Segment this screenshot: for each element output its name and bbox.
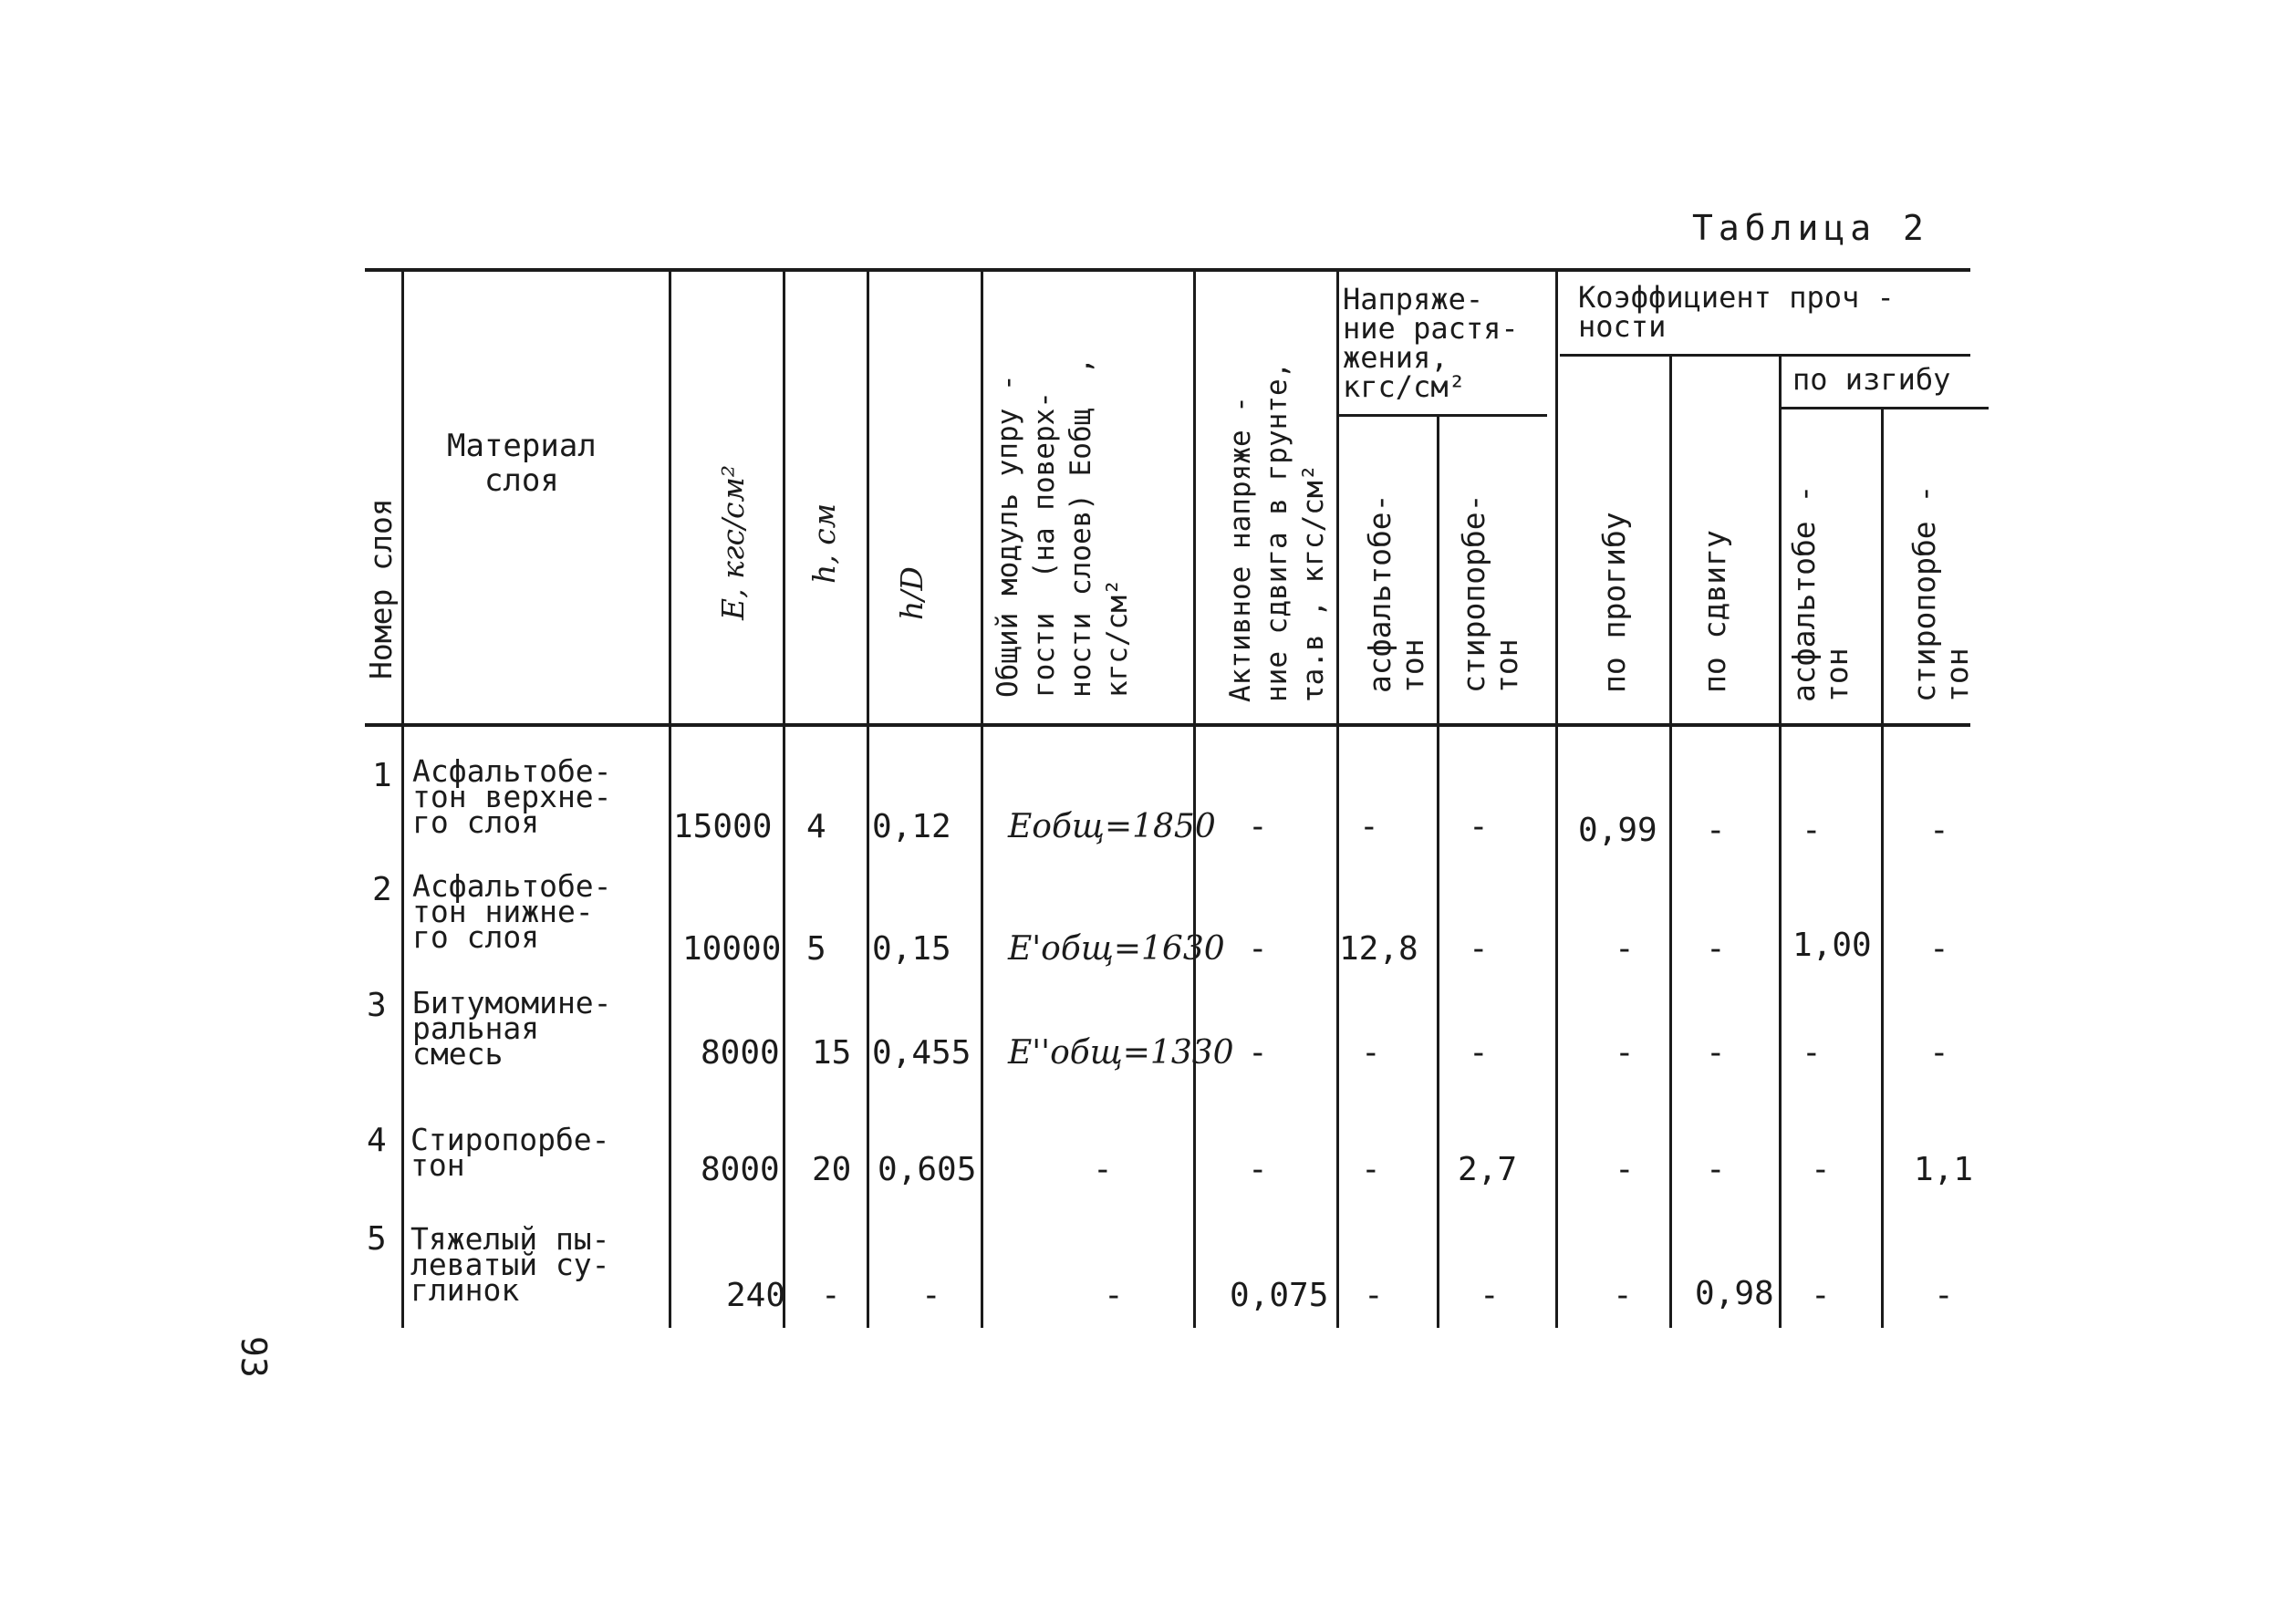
header-layer-number: Номер слоя: [363, 498, 399, 679]
row3-no: 3: [367, 987, 387, 1024]
page-number: 93: [234, 1336, 274, 1378]
header-bending-styro: стиропорбе - тон: [1906, 484, 1975, 702]
row5-deflection: -: [1613, 1277, 1633, 1314]
header-elastic-modulus: E, кгс/см²: [715, 464, 751, 620]
header-total-modulus: Общий модуль упру - гости (на поверх- ности слоев) Eобщ , кгс/см²: [992, 357, 1134, 698]
row4-material: Стиропорбе- тон: [410, 1122, 610, 1183]
col-rule-2: [669, 272, 671, 1328]
header-strength-coefficient: Коэффициент проч - ности: [1578, 280, 1895, 344]
row2-thickness: 5: [806, 930, 826, 968]
header-tensile-styro: стиропорбе- тон: [1456, 493, 1524, 693]
row2-deflection: -: [1615, 930, 1635, 968]
row3-ratio: 0,455: [872, 1034, 971, 1072]
col-rule-12: [1881, 409, 1884, 1328]
header-tensile-stress: Напряже- ние растя- жения, кгс/см²: [1343, 282, 1519, 404]
row1-tension-asphalt: -: [1359, 808, 1379, 845]
row5-thickness: -: [821, 1277, 841, 1314]
row4-modulus: -: [1093, 1151, 1113, 1188]
row2-ratio: 0,15: [872, 930, 951, 968]
row2-no: 2: [372, 871, 392, 908]
row1-thickness: 4: [806, 808, 826, 845]
row2-material: Асфальтобе- тон нижне- го слоя: [412, 868, 612, 955]
row5-tension-styro: -: [1480, 1277, 1500, 1314]
row2-bend-asphalt: 1,00: [1792, 927, 1872, 964]
col-rule-4: [867, 272, 869, 1328]
row3-bend-asphalt: -: [1802, 1034, 1822, 1072]
row5-elastic: 240: [726, 1277, 786, 1314]
row3-thickness: 15: [812, 1034, 852, 1072]
row5-no: 5: [367, 1220, 387, 1258]
col-rule-10: [1669, 356, 1672, 1328]
row3-shear-coef: -: [1706, 1034, 1726, 1072]
row1-modulus: Eобщ=1850: [1008, 808, 1216, 845]
row5-shear: 0,075: [1230, 1277, 1329, 1314]
row3-elastic: 8000: [701, 1034, 780, 1072]
strength-subrule: [1560, 354, 1970, 357]
row5-modulus: -: [1104, 1277, 1124, 1314]
row4-deflection: -: [1615, 1151, 1635, 1188]
row4-ratio: 0,605: [878, 1151, 977, 1188]
row2-elastic: 10000: [682, 930, 782, 968]
col-rule-11: [1779, 356, 1782, 1328]
row4-bend-asphalt: -: [1811, 1151, 1831, 1188]
row4-thickness: 20: [812, 1151, 852, 1188]
table-top-rule: [365, 268, 1970, 272]
row1-ratio: 0,12: [872, 808, 951, 845]
row4-shear: -: [1248, 1151, 1268, 1188]
row2-bend-styro: -: [1929, 930, 1949, 968]
row1-bend-asphalt: -: [1802, 812, 1822, 849]
tension-subrule: [1339, 414, 1547, 417]
col-rule-6: [1193, 272, 1196, 1328]
row1-material: Асфальтобе- тон верхне- го слоя: [412, 753, 612, 840]
row1-elastic: 15000: [673, 808, 773, 845]
row3-material: Битумомине- ральная смесь: [412, 985, 612, 1072]
col-rule-1: [401, 272, 404, 1328]
row2-modulus: E'общ=1630: [1008, 930, 1225, 968]
header-by-deflection: по прогибу: [1596, 512, 1632, 693]
col-rule-3: [783, 272, 785, 1328]
table-caption: Таблица 2: [1692, 208, 1929, 248]
header-tensile-asphalt: асфальтобе- тон: [1362, 493, 1430, 693]
header-shear-stress: Активное напряже - ние сдвига в грунте, τa.в , кгс/см²: [1224, 361, 1330, 702]
bending-subrule: [1779, 407, 1989, 409]
row2-tension-styro: -: [1469, 930, 1489, 968]
row4-no: 4: [367, 1122, 387, 1159]
header-bending-asphalt: асфальтобе - тон: [1786, 484, 1854, 702]
row1-bend-styro: -: [1929, 812, 1949, 849]
row4-shear-coef: -: [1706, 1151, 1726, 1188]
row5-bend-asphalt: -: [1811, 1277, 1831, 1314]
row5-tension-asphalt: -: [1364, 1277, 1384, 1314]
row5-ratio: -: [921, 1277, 941, 1314]
row3-deflection: -: [1615, 1034, 1635, 1072]
row3-tension-asphalt: -: [1361, 1034, 1381, 1072]
row3-tension-styro: -: [1469, 1034, 1489, 1072]
row4-tension-asphalt: -: [1361, 1151, 1381, 1188]
row1-shear-coef: -: [1706, 812, 1726, 849]
row4-bend-styro: 1,1: [1914, 1151, 1974, 1188]
col-rule-7: [1336, 272, 1339, 1328]
header-material: Материал слоя: [447, 428, 597, 499]
header-thickness: h, см: [806, 503, 842, 584]
row2-tension-asphalt: 12,8: [1339, 930, 1418, 968]
header-by-bending: по изгибу: [1792, 362, 1951, 397]
col-rule-8: [1437, 416, 1439, 1328]
col-rule-9: [1555, 272, 1558, 1328]
row1-no: 1: [372, 757, 392, 794]
row2-shear: -: [1248, 930, 1268, 968]
row4-elastic: 8000: [701, 1151, 780, 1188]
header-bottom-rule: [365, 723, 1970, 727]
row1-deflection: 0,99: [1578, 812, 1657, 849]
col-rule-5: [981, 272, 983, 1328]
row5-bend-styro: -: [1934, 1277, 1954, 1314]
row2-shear-coef: -: [1706, 930, 1726, 968]
row3-bend-styro: -: [1929, 1034, 1949, 1072]
header-ratio: h/D: [894, 566, 930, 620]
row5-shear-coef: 0,98: [1695, 1275, 1774, 1312]
header-by-shear: по сдвигу: [1697, 530, 1732, 693]
row3-shear: -: [1248, 1034, 1268, 1072]
row4-tension-styro: 2,7: [1458, 1151, 1518, 1188]
row5-material: Тяжелый пы- леватый су- глинок: [410, 1221, 610, 1308]
row1-shear: -: [1248, 808, 1268, 845]
row3-modulus: E''общ=1330: [1008, 1034, 1234, 1072]
row1-tension-styro: -: [1469, 808, 1489, 845]
